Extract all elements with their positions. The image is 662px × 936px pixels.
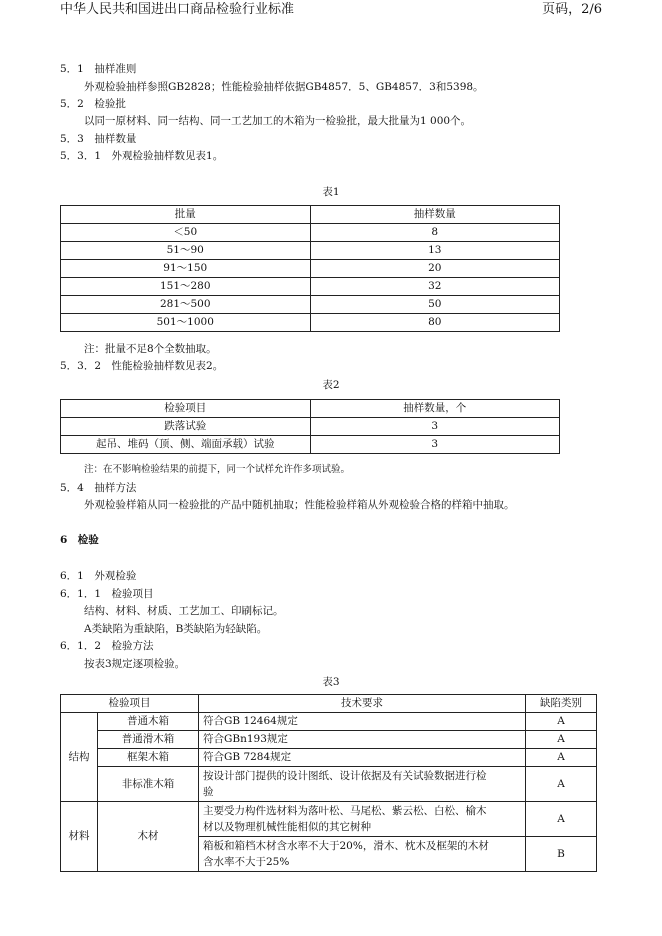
table3-requirement: 符合GBn193规定 xyxy=(199,731,526,749)
table2-header: 抽样数量，个 xyxy=(310,400,560,418)
section-6-1-2-text: 按表3规定逐项检验。 xyxy=(84,658,186,670)
section-5-2-text: 以同一原材料、同一结构、同一工艺加工的木箱为一检验批，最大批量为1 000个。 xyxy=(84,115,472,127)
section-6-1-1-text2: A类缺陷为重缺陷，B类缺陷为轻缺陷。 xyxy=(84,623,268,635)
table3-req-line: 按设计部门提供的设计图纸、设计依据及有关试验数据进行检 xyxy=(203,770,487,782)
section-5-2-heading: 5．2 检验批 xyxy=(60,98,126,110)
table1-cell: 51～90 xyxy=(61,242,311,260)
table3-item: 框架木箱 xyxy=(98,749,199,767)
table3-item-wood: 木材 xyxy=(98,802,199,872)
table3-requirement xyxy=(199,767,526,802)
table1-cell: ＜50 xyxy=(61,224,311,242)
table3-header: 缺陷类别 xyxy=(526,695,597,713)
table1-cell: 91～150 xyxy=(61,260,311,278)
table3-class: A xyxy=(526,802,597,837)
table1-cell: 281～500 xyxy=(61,296,311,314)
header-title: 中华人民共和国进出口商品检验行业标准 xyxy=(60,2,295,17)
section-6-1-2: 6．1．2 检验方法 xyxy=(60,640,154,652)
table2-header: 检验项目 xyxy=(61,400,311,418)
table1-cell: 50 xyxy=(310,296,560,314)
table3-requirement: 符合GB 12464规定 xyxy=(199,713,526,731)
table2-caption: 表2 xyxy=(322,379,340,391)
table3-item: 普通滑木箱 xyxy=(98,731,199,749)
table1-cell: 8 xyxy=(310,224,560,242)
page-header xyxy=(60,0,602,18)
table1-header: 抽样数量 xyxy=(310,206,560,224)
table3-group-structure: 结构 xyxy=(61,713,98,802)
table3 xyxy=(60,694,597,872)
table1 xyxy=(60,205,560,332)
table3-caption: 表3 xyxy=(322,676,340,688)
table1-cell: 151～280 xyxy=(61,278,311,296)
table3-class: B xyxy=(526,837,597,872)
table2-cell: 3 xyxy=(310,436,560,454)
section-5-1-heading: 5．1 抽样准则 xyxy=(60,63,137,75)
table3-class: A xyxy=(526,749,597,767)
table3-requirement: 符合GB 7284规定 xyxy=(199,749,526,767)
table1-note: 注：批量不足8个全数抽取。 xyxy=(84,343,217,355)
page-number: 页码，2/6 xyxy=(542,2,602,17)
section-5-4-heading: 5．4 抽样方法 xyxy=(60,482,137,494)
table3-req-line: 主要受力构件选材料为落叶松、马尾松、紫云松、白松、榆木 xyxy=(203,805,487,817)
table3-req-line: 验 xyxy=(203,786,214,798)
table3-class: A xyxy=(526,731,597,749)
table2-note: 注：在不影响检验结果的前提下，同一个试样允许作多项试验。 xyxy=(84,464,351,475)
section-6-1-1: 6．1．1 检验项目 xyxy=(60,588,154,600)
table1-cell: 20 xyxy=(310,260,560,278)
section-5-1-text: 外观检验抽样参照GB2828；性能检验抽样依据GB4857．5、GB4857．3和5398。 xyxy=(84,81,484,93)
table1-caption: 表1 xyxy=(322,186,340,198)
table1-cell: 80 xyxy=(310,314,560,332)
section-5-3-1: 5．3．1 外观检验抽样数见表1。 xyxy=(60,150,224,162)
section-5-3-2: 5．3．2 性能检验抽样数见表2。 xyxy=(60,360,224,372)
section-6-1-1-text1: 结构、材料、材质、工艺加工、印刷标记。 xyxy=(84,605,284,617)
table2-cell: 跌落试验 xyxy=(61,418,311,436)
section-6-heading: 6 检验 xyxy=(60,534,99,546)
table2-cell: 起吊、堆码（顶、侧、端面承载）试验 xyxy=(61,436,311,454)
section-5-3-heading: 5．3 抽样数量 xyxy=(60,133,137,145)
table1-cell: 32 xyxy=(310,278,560,296)
table3-class: A xyxy=(526,767,597,802)
table3-req-line: 材以及物理机械性能相似的其它树种 xyxy=(203,821,371,833)
table1-cell: 13 xyxy=(310,242,560,260)
table2-cell: 3 xyxy=(310,418,560,436)
table3-req-line: 箱板和箱档木材含水率不大于20%，滑木、枕木及框架的木材 xyxy=(203,840,489,852)
table2 xyxy=(60,399,560,454)
table3-group-material: 材料 xyxy=(61,802,98,872)
table3-requirement xyxy=(199,837,526,872)
table3-item: 普通木箱 xyxy=(98,713,199,731)
section-6-1-heading: 6．1 外观检验 xyxy=(60,570,137,582)
table3-item: 非标准木箱 xyxy=(98,767,199,802)
table3-requirement xyxy=(199,802,526,837)
table3-req-line: 含水率不大于25% xyxy=(203,856,290,868)
table3-header: 技术要求 xyxy=(199,695,526,713)
section-5-4-text: 外观检验样箱从同一检验批的产品中随机抽取；性能检验样箱从外观检验合格的样箱中抽取。 xyxy=(84,499,515,511)
table1-header: 批量 xyxy=(61,206,311,224)
table3-header: 检验项目 xyxy=(61,695,199,713)
table1-cell: 501～1000 xyxy=(61,314,311,332)
table3-class: A xyxy=(526,713,597,731)
